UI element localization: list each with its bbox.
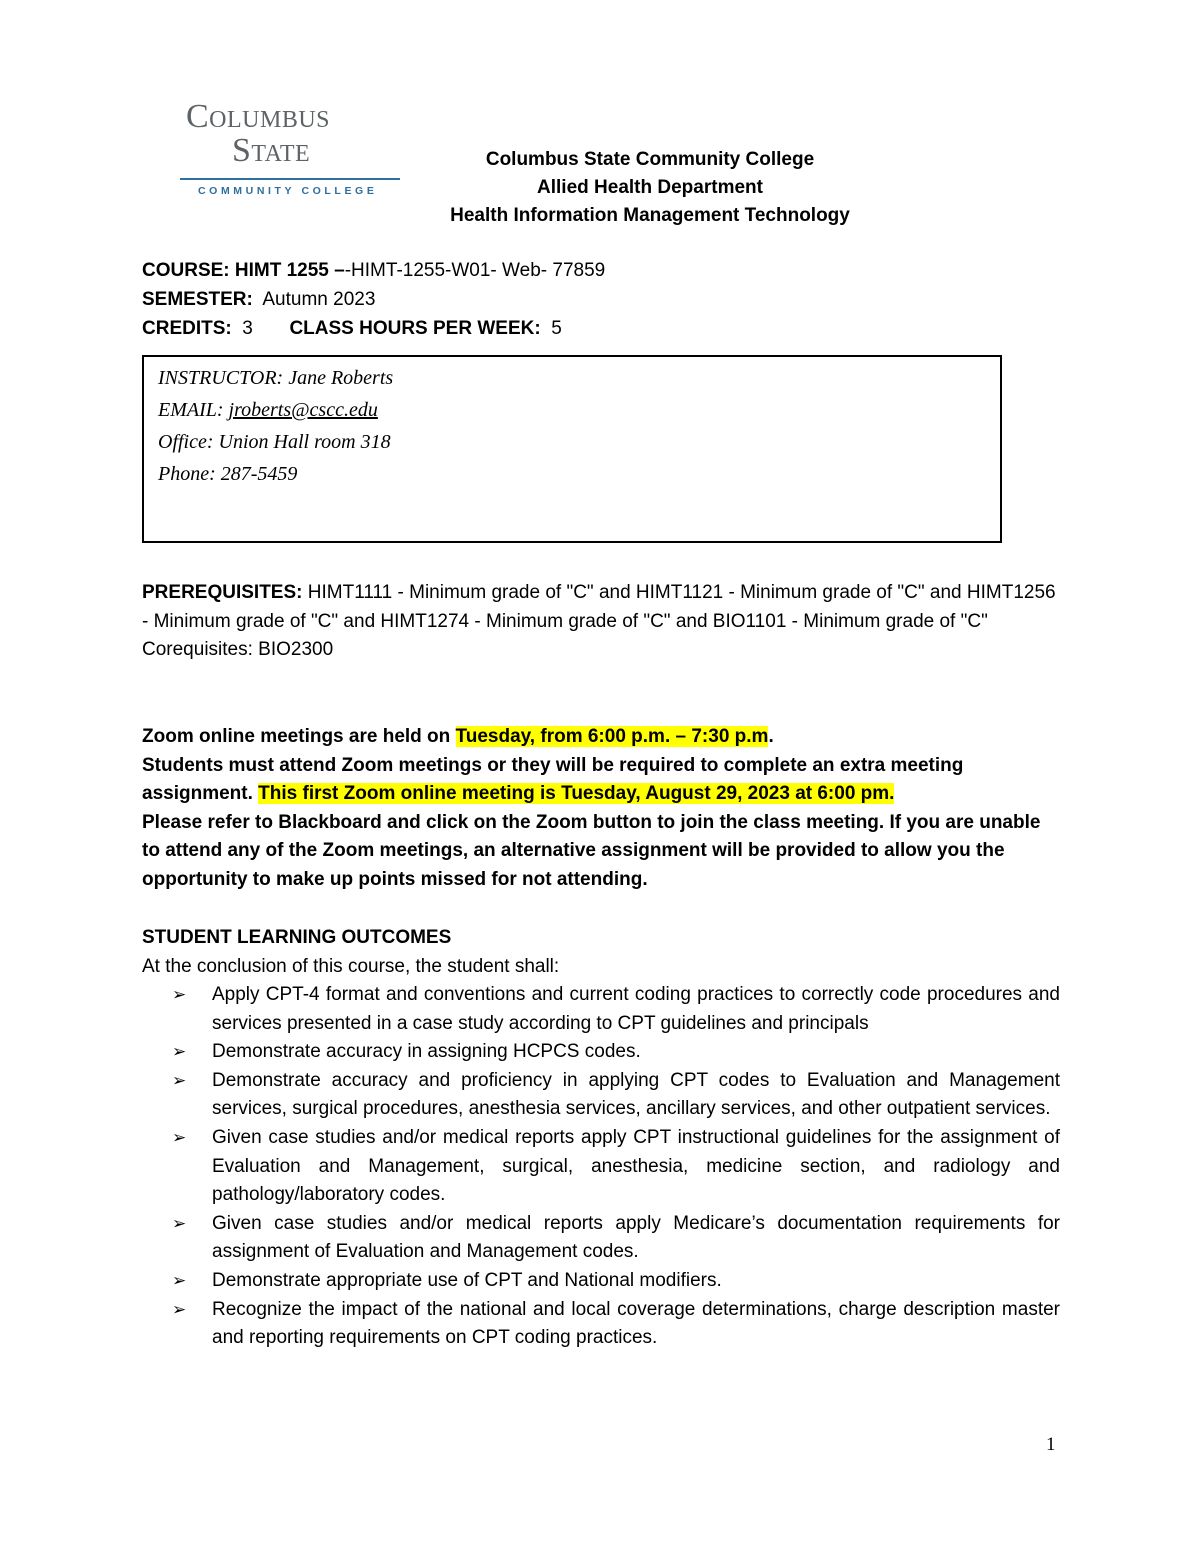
instructor-office: Office: Union Hall room 318: [158, 431, 391, 453]
prerequisites-label: PREREQUISITES:: [142, 582, 303, 603]
instructor-email-line: [158, 399, 378, 422]
course-value: -HIMT-1255-W01- Web- 77859: [344, 260, 606, 281]
course-line: [142, 260, 605, 282]
logo-line-2: State: [232, 132, 311, 169]
hours-label: CLASS HOURS PER WEEK:: [289, 318, 541, 339]
semester-value: Autumn 2023: [262, 289, 376, 310]
list-item: [172, 1067, 1060, 1124]
zoom-attend: Students must attend Zoom meetings or they will be required to complete an extra meeting assignment.: [142, 754, 964, 804]
instructor-name: INSTRUCTOR: Jane Roberts: [158, 367, 394, 389]
outcome-text: Apply CPT-4 format and conventions and current coding practices to correctly code procedures and services presented in a case study according to CPT guidelines and principals: [212, 984, 1060, 1034]
list-item: [172, 1210, 1060, 1267]
arrow-bullet-icon: ➢: [172, 1270, 187, 1290]
prerequisites-section: [142, 579, 1062, 665]
outcome-text: Demonstrate accuracy in assigning HCPCS codes.: [212, 1041, 641, 1063]
page-number: 1: [1046, 1434, 1056, 1455]
list-item: [172, 1296, 1060, 1353]
corequisites-text: Corequisites: BIO2300: [142, 639, 334, 660]
outcome-text: Demonstrate accuracy and proficiency in applying CPT codes to Evaluation and Management services, surgical procedures, anesthesia services, ancillary services, and other outpatient services.: [212, 1069, 1060, 1120]
zoom-intro: Zoom online meetings are held on: [142, 726, 456, 747]
list-item: [172, 981, 1060, 1038]
arrow-bullet-icon: ➢: [172, 985, 187, 1004]
instructor-email-link[interactable]: jroberts@cscc.edu: [228, 399, 378, 421]
arrow-bullet-icon: ➢: [172, 1213, 187, 1233]
college-logo: [180, 98, 402, 202]
outcomes-heading: STUDENT LEARNING OUTCOMES: [142, 927, 452, 948]
document-header: [450, 146, 850, 230]
hours-value: 5: [551, 318, 562, 339]
outcome-text: Given case studies and/or medical reports apply CPT instructional guidelines for the assignment of Evaluation and Management, surgical, anesthesia, medicine section, and radiology and pathology/laboratory codes.: [212, 1126, 1060, 1206]
credits-label: CREDITS:: [142, 318, 232, 339]
logo-line-3: COMMUNITY COLLEGE: [198, 185, 378, 197]
list-item: [172, 1038, 1060, 1067]
credits-line: [142, 318, 562, 340]
email-label: EMAIL:: [158, 399, 224, 421]
list-item: [172, 1124, 1060, 1210]
outcome-text: Demonstrate appropriate use of CPT and National modifiers.: [212, 1269, 722, 1291]
semester-line: [142, 289, 375, 311]
arrow-bullet-icon: ➢: [172, 1127, 187, 1147]
credits-value: 3: [242, 318, 253, 339]
outcome-text: Given case studies and/or medical reports apply Medicare’s documentation requirements for assignment of Evaluation and Management codes.: [212, 1212, 1060, 1263]
college-name: Columbus State Community College: [485, 149, 815, 170]
instructor-phone: Phone: 287-5459: [158, 463, 298, 485]
logo-line-1: Columbus: [186, 98, 331, 135]
outcomes-header: [142, 924, 1062, 981]
arrow-bullet-icon: ➢: [172, 1070, 187, 1090]
list-item: [172, 1267, 1060, 1296]
outcomes-intro: At the conclusion of this course, the student shall:: [142, 955, 560, 977]
instructor-box: [142, 355, 1002, 543]
outcome-text: Recognize the impact of the national and local coverage determinations, charge description master and reporting requirements on CPT coding practices.: [212, 1298, 1060, 1349]
prerequisites-text: HIMT1111 - Minimum grade of "C" and HIMT1121 - Minimum grade of "C" and HIMT1256 - Minimum grade of "C" and HIMT1274 - Minimum grade of "C" and BIO1101 - Minimum grade of "C": [142, 582, 1056, 632]
program-name: Health Information Management Technology: [450, 205, 850, 226]
arrow-bullet-icon: ➢: [172, 1299, 187, 1319]
department-name: Allied Health Department: [537, 177, 763, 198]
arrow-bullet-icon: ➢: [172, 1042, 187, 1062]
outcomes-list: [172, 981, 1060, 1353]
course-label: COURSE: HIMT 1255 –: [142, 260, 345, 281]
zoom-intro-end: .: [768, 726, 774, 747]
semester-label: SEMESTER:: [142, 289, 253, 310]
logo-rule: [180, 178, 400, 180]
zoom-refer: Please refer to Blackboard and click on the Zoom button to join the class meeting. If you are unable to attend any of the Zoom meetings, an alternative assignment will be provided to allow you the opportunity to make up points missed for not attending.: [142, 811, 1041, 890]
zoom-section: [142, 723, 1062, 894]
zoom-time-highlight: Tuesday, from 6:00 p.m. – 7:30 p.m: [455, 726, 769, 747]
zoom-first-meeting-highlight: This first Zoom online meeting is Tuesday, August 29, 2023 at 6:00 pm.: [258, 783, 895, 804]
